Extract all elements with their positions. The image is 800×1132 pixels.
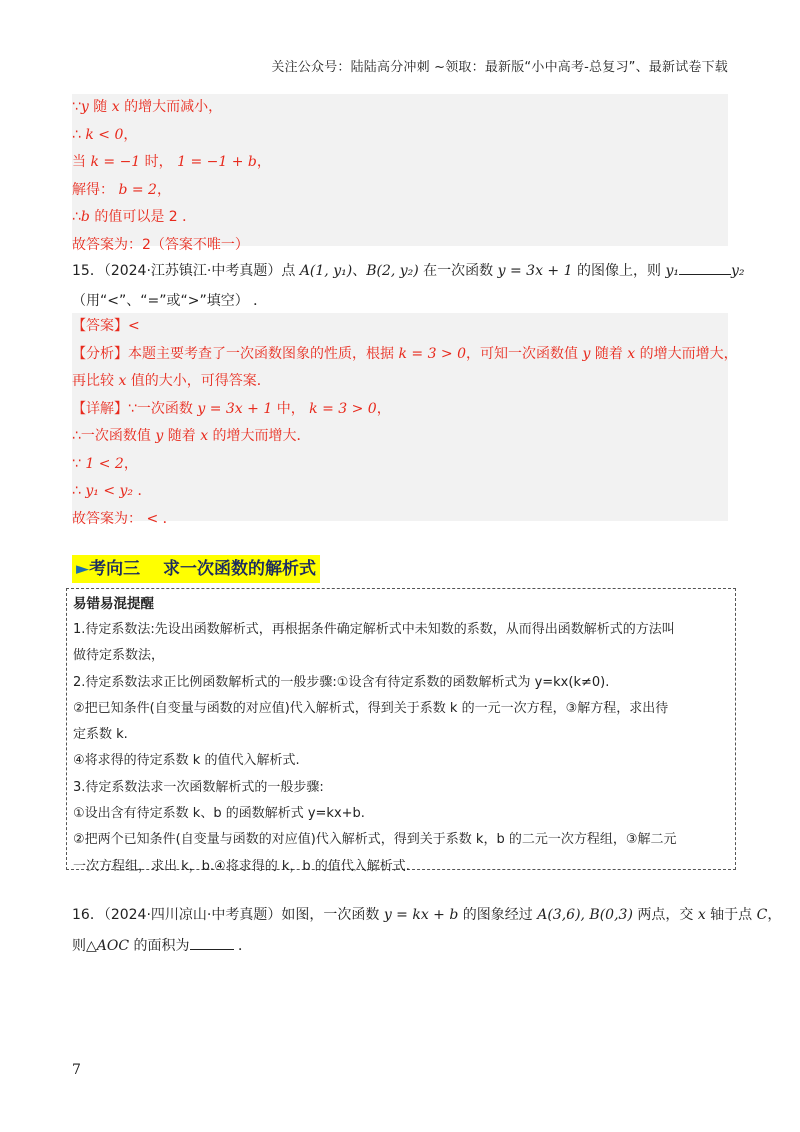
detail-line [72,423,728,451]
tips-line: ②把已知条件(自变量与函数的对应值)代入解析式，得到关于系数 k 的一元一次方程，③解方程，求出待 [73,700,669,716]
math: x [627,345,636,362]
text: 轴于点 [705,907,757,923]
page-header: 关注公众号：陆陆高分冲刺 ~领取：最新版“小中高考-总复习”、最新试卷下载 [271,60,728,75]
question-number: 16． [72,907,104,923]
math: y = 3x + 1 [197,400,273,417]
text: 、 [352,263,367,279]
question-number: 15． [72,263,104,279]
text: 值的大小，可得答案． [126,373,271,389]
text: ， [123,455,138,472]
tips-box [66,588,736,874]
text: ． [233,937,252,954]
question-source: （2024·江苏镇江·中考真题）点 [103,263,300,279]
math: C [756,907,768,923]
text: ∵ [72,99,81,115]
question-16 [72,902,782,960]
question-line [72,902,782,930]
question-line [72,933,728,961]
text: 的增大而减小， [119,99,223,115]
text: ∴ [72,209,81,225]
math: y = 3x + 1 [497,263,573,279]
math: x [111,99,120,115]
question-line: （用“<”、“=”或“>”填空） ． [72,292,268,309]
text: 中， [272,400,310,417]
text: 解得： [72,181,119,198]
text: ， [256,154,271,170]
solution-line [72,204,728,232]
detail-line [72,451,728,479]
text: ， [123,126,138,143]
math: y = kx + b [383,907,459,923]
math: A(3,6), B(0,3) [537,907,633,923]
text: ，可知一次函数值 [466,345,583,362]
math: y₂ [730,263,745,279]
math: 1 = −1 + b [177,154,257,170]
answer-15 [72,313,738,527]
question-source: （2024·四川凉山·中考真题）如图，一次函数 [103,907,384,923]
math: y [155,428,164,444]
text: ∴ [72,126,86,143]
question-line [72,258,745,286]
math: AOC [96,937,130,954]
text: ∴一次函数值 [72,428,156,444]
analysis-line [72,341,738,369]
tips-line: 做待定系数法， [73,648,165,664]
tips-line: 一次方程组，求出 k，b.④将求得的 k，b 的值代入解析式. [73,858,410,874]
analysis-line [72,368,728,396]
text: 当 [72,154,91,170]
solution-line [72,177,728,205]
text: ∵ [72,455,86,472]
math: b [80,209,90,225]
math: y₁ < y₂ [85,483,134,499]
math: A(1, y₁) [299,263,353,279]
text: 随着 [590,345,628,362]
text: 随 [88,99,112,115]
math: k = −1 [90,154,141,170]
text: 的增大而增大， [635,345,738,362]
solution-line [72,149,728,177]
tips-line: 2.待定系数法求正比例函数解析式的一般步骤:①设含有待定系数的函数解析式为 y=kx(k≠0). [73,674,610,690]
tips-line: ②把两个已知条件(自变量与函数的对应值)代入解析式，得到关于系数 k，b 的二元一次方程组，③解二元 [73,832,677,848]
text: 的图像上，则 [572,263,666,279]
math: k = 3 > 0 [309,400,377,417]
math: b = 2 [118,181,157,198]
tips-title: 易错易混提醒 [73,596,154,612]
question-15 [72,258,745,315]
solution-line [72,94,728,122]
section-heading [72,555,320,583]
math: 1 < 2 [85,455,124,472]
tips-line: ①设出含有待定系数 k、b 的函数解析式 y=kx+b. [73,806,365,822]
solution-line: 故答案为：2（答案不唯一） [72,236,249,253]
text: 再比较 [72,373,119,389]
math: B(2, y₂) [366,263,419,279]
solution-line [72,122,728,150]
math: x [200,428,209,444]
text: ， [376,400,391,417]
text: 则△ [72,937,97,954]
detail-line: 故答案为： < ． [72,510,177,527]
text: ， [767,907,782,923]
text: 两点，交 [632,907,698,923]
tips-line: 定系数 k. [73,727,128,743]
page-number: 7 [72,1062,81,1078]
text: ， [156,181,171,198]
text: 的增大而增大． [208,428,311,444]
section-title: 考向三 求一次函数的解析式 [89,559,316,579]
math: x [697,907,706,923]
tips-line: ④将求得的待定系数 k 的值代入解析式. [73,753,300,769]
math: y [582,345,591,362]
math: y [80,99,89,115]
detail-line [72,478,728,506]
answer-label: 【答案】< [72,318,140,334]
math: k = 3 > 0 [398,345,467,362]
text: 的图象经过 [458,907,538,923]
text: ． [133,483,152,499]
math: y₁ [665,263,679,279]
math: k < 0 [85,126,124,143]
text: ∴ [72,483,86,499]
answer-blank[interactable] [679,260,731,275]
previous-solution [72,94,728,253]
text: 在一次函数 [418,263,498,279]
text: 随着 [163,428,201,444]
tips-line: 3.待定系数法求一次函数解析式的一般步骤: [73,779,324,795]
text: 的面积为 [129,937,190,954]
text: 【分析】本题主要考查了一次函数图象的性质，根据 [72,345,399,362]
tips-line: 1.待定系数法:先设出函数解析式，再根据条件确定解析式中未知数的系数，从而得出函数解析式的方法叫 [73,622,675,637]
triangle-arrow-icon: ► [76,559,90,579]
detail-line [72,396,728,424]
text: 的值可以是 2 ． [89,209,197,225]
text: 时， [140,154,178,170]
answer-blank[interactable] [190,935,234,950]
text: 【详解】∵一次函数 [72,400,198,417]
math: x [118,373,127,389]
